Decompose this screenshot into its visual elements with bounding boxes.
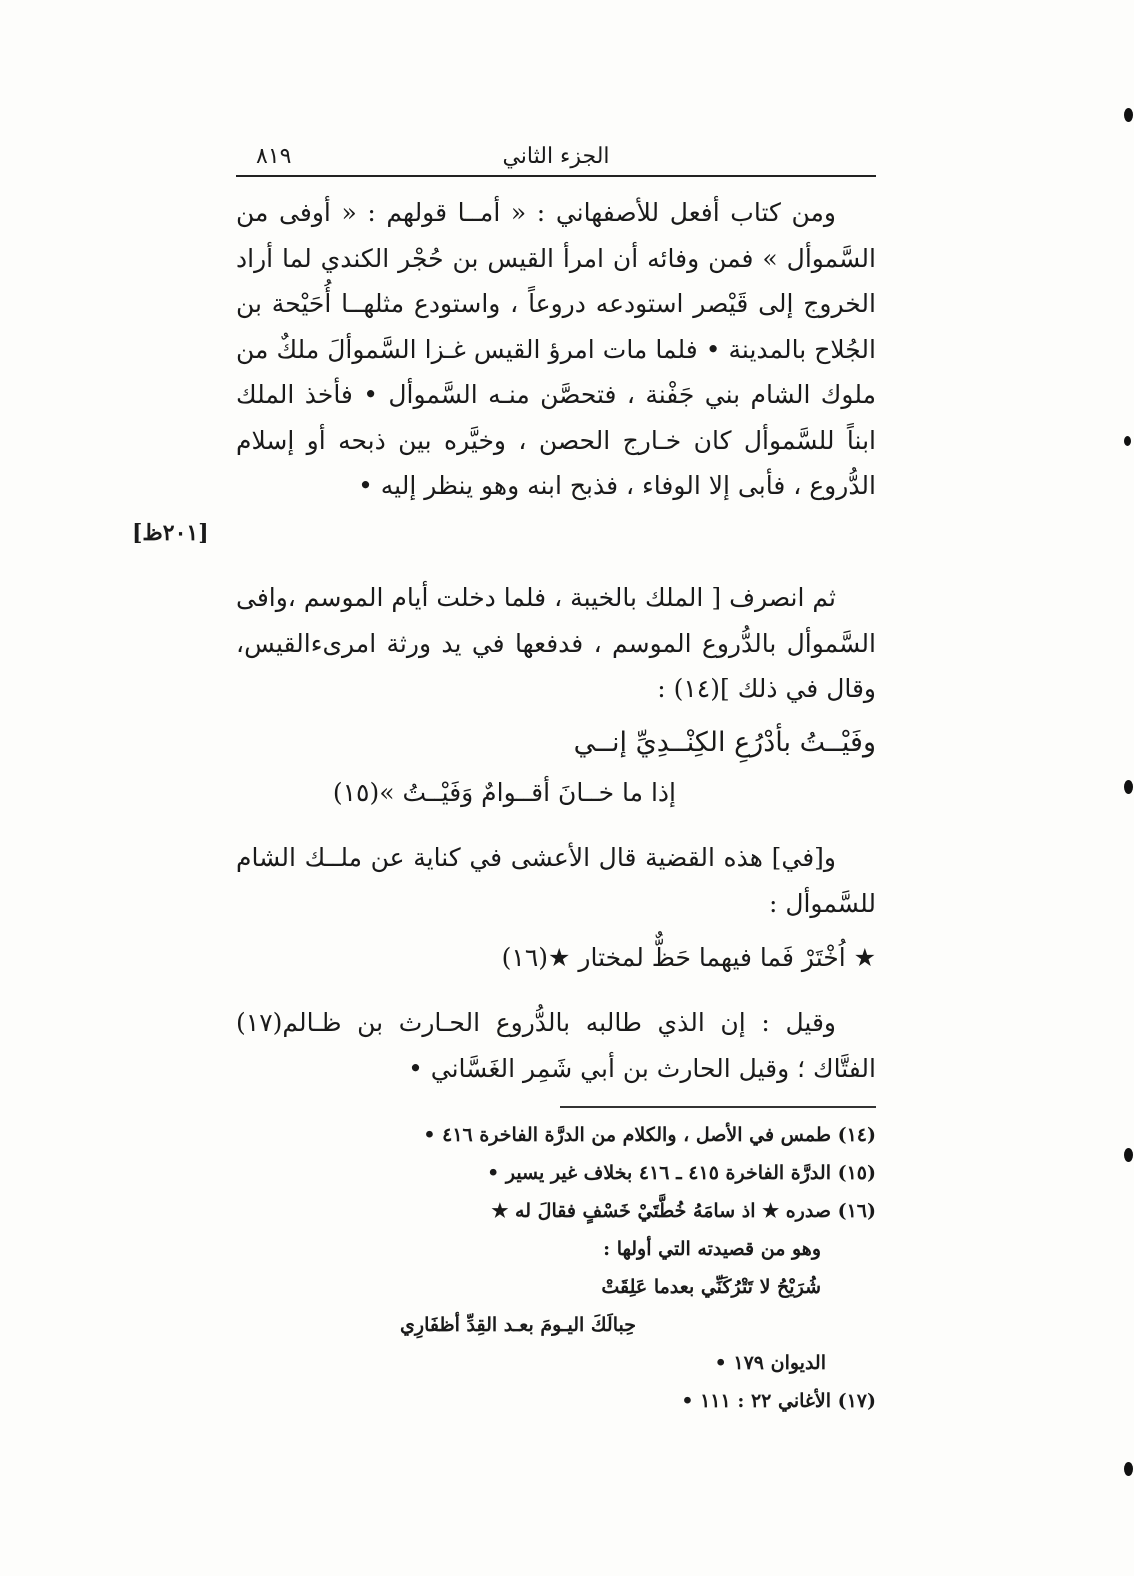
- scan-mark: [1124, 108, 1133, 122]
- paragraph-2: ثم انصرف [ الملك بالخيبة ، فلما دخلت أيام الموسم ،وافى السَّموأل بالدُّروع الموسم ، فدفعها في يد ورثة امرىءالقيس، وقال في ذلك ](١٤) :: [236, 583, 876, 703]
- footnote-16-poem-line-2: حِبالَكَ اليـومَ بعـد القِدِّ أظفَارِي: [400, 1314, 636, 1336]
- footnote-15: (١٥) الدرَّة الفاخرة ٤١٥ ـ ٤١٦ بخلاف غير يسير •: [487, 1162, 876, 1184]
- footnote-16-poem-line-1: شُرَيْحُ لا تَتْرُكَنِّي بعدما عَلِقَتْ: [601, 1276, 821, 1298]
- header-rule: [236, 175, 876, 177]
- verse-line-1: وفَيْــتُ بأدْرُعِ الكِنْــدِيِّ إنــي: [573, 727, 876, 758]
- footnote-16: (١٦) صدره ★ اذ سامَهُ خُطَّتَيْ خَسْفٍ فقالَ له ★: [491, 1200, 876, 1222]
- page-number: ٨١٩: [256, 144, 292, 169]
- paragraph-4: وقيل : إن الذي طالبه بالدُّروع الحـارث بن ظـالم(١٧) الفتَّاك ؛ وقيل الحارث بن أبي شَمِر الغَسَّاني •: [236, 1008, 876, 1083]
- header-title: الجزء الثاني: [502, 144, 610, 169]
- scan-mark: [1124, 436, 1131, 446]
- margin-folio-note: [٢٠١ظ]: [132, 520, 209, 546]
- footnote-16-diwan: الديوان ١٧٩ •: [714, 1352, 826, 1374]
- scan-mark: [1124, 780, 1133, 794]
- paragraph-1: ومن كتاب أفعل للأصفهاني : « أمــا قولهم : « أوفى من السَّموأل » فمن وفائه أن امرأ القيس بن حُجْر الكندي لما أراد الخروج إلى قَيْصر استودعه دروعاً ، واستودع مثلهــا أُحَيْحة بن الجُلاح بالمدينة • فلما مات امرؤ القيس غـزا السَّموألَ ملكٌ من ملوك الشام بني جَفْنة ، فتحصَّن منـه السَّموأل • فأخذ الملك ابناً للسَّموأل كان خـارج الحصن ، وخيَّره بين ذبحه أو إسلام الدُّروع ، فأبى إلا الوفاء ، فذبح ابنه وهو ينظر إليه •: [236, 198, 876, 500]
- verse-line-2: إذا ما خــانَ أقــوامٌ وَفَيْــتُ »(١٥): [332, 777, 676, 807]
- main-text: [236, 190, 876, 1083]
- footnote-rule: [560, 1106, 876, 1108]
- footnote-16-poem-line-2-wrap: [236, 1306, 876, 1344]
- scan-mark: [1124, 1148, 1133, 1162]
- running-header: [236, 140, 876, 176]
- footnote-17: (١٧) الأغاني ٢٢ : ١١١ •: [681, 1390, 876, 1412]
- scan-mark: [1124, 1462, 1133, 1476]
- footnotes: [236, 1116, 876, 1420]
- verse-block: [236, 720, 876, 815]
- hemistich-line: ★ اُخْتَرْ فَما فيهما حَظٌّ لمختار ★(١٦): [501, 943, 876, 972]
- footnote-16-intro: وهو من قصيدته التي أولها :: [603, 1238, 821, 1260]
- paragraph-3: و[في] هذه القضية قال الأعشى في كناية عن ملــك الشام للسَّموأل :: [236, 843, 876, 918]
- footnote-14: (١٤) طمس في الأصل ، والكلام من الدرَّة الفاخرة ٤١٦ •: [423, 1124, 876, 1146]
